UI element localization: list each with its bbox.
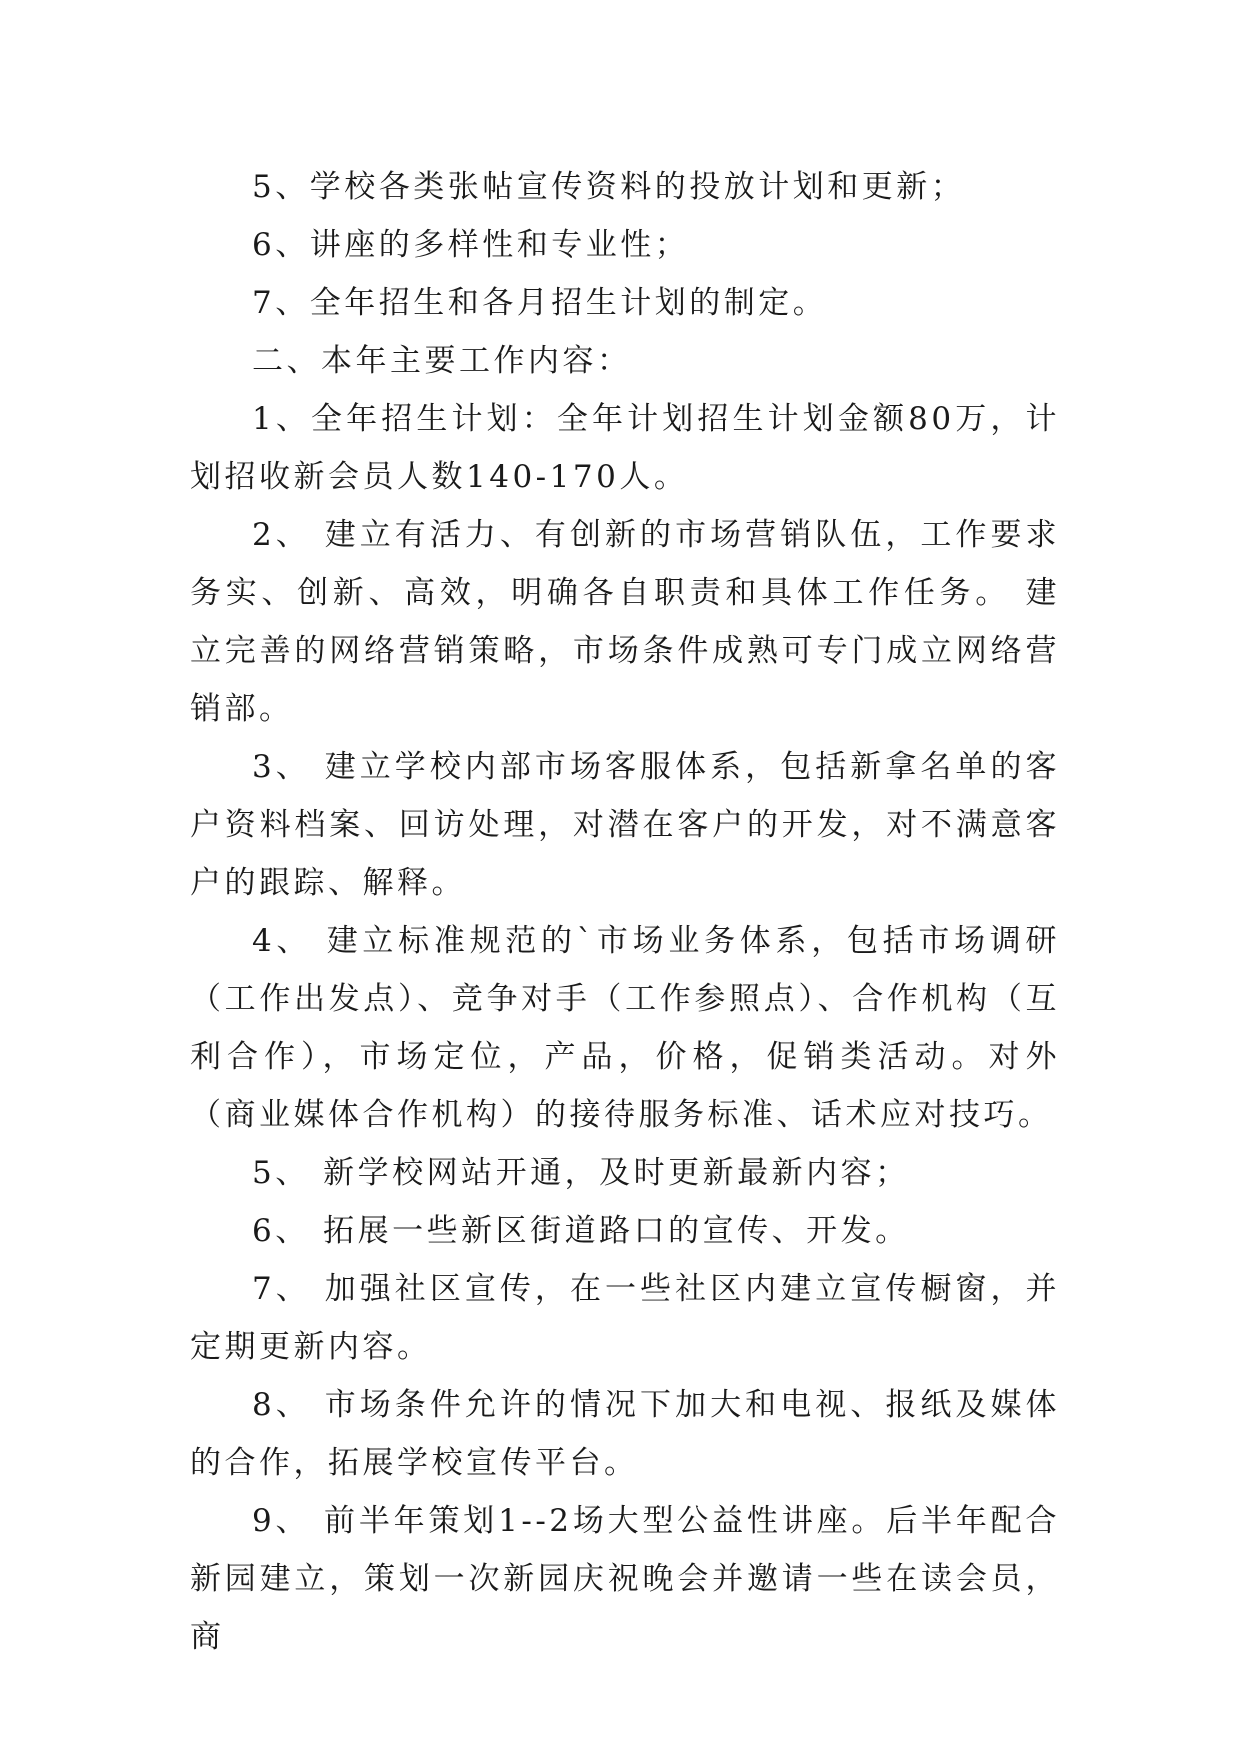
paragraph-5: 1、全年招生计划：全年计划招生计划金额80万，计划招收新会员人数140-170人。 [190, 401, 1060, 495]
paragraph-7: 3、 建立学校内部市场客服体系，包括新拿名单的客户资料档案、回访处理，对潜在客户的开发，对不满意客户的跟踪、解释。 [190, 749, 1060, 901]
paragraph-6: 2、 建立有活力、有创新的市场营销队伍，工作要求务实、创新、高效，明确各自职责和具体工作任务。 建立完善的网络营销策略，市场条件成熟可专门成立网络营销部。 [190, 517, 1060, 727]
paragraph-2: 6、讲座的多样性和专业性； [252, 227, 690, 263]
paragraph-10: 6、 拓展一些新区街道路口的宣传、开发。 [252, 1213, 910, 1249]
paragraph-3: 7、全年招生和各月招生计划的制定。 [252, 285, 828, 321]
paragraph-11: 7、 加强社区宣传，在一些社区内建立宣传橱窗，并定期更新内容。 [190, 1271, 1060, 1365]
paragraph-8: 4、 建立标准规范的`市场业务体系，包括市场调研（工作出发点）、竞争对手（工作参照点）、合作机构（互利合作），市场定位，产品，价格，促销类活动。对外（商业媒体合作机构）的接待服务标准、话术应对技巧。 [190, 923, 1060, 1133]
document-body [190, 158, 1060, 1666]
paragraph-12: 8、 市场条件允许的情况下加大和电视、报纸及媒体的合作，拓展学校宣传平台。 [190, 1387, 1060, 1481]
paragraph-1: 5、学校各类张帖宣传资料的投放计划和更新； [252, 169, 966, 205]
section-heading: 二、本年主要工作内容： [252, 343, 632, 379]
paragraph-9: 5、 新学校网站开通，及时更新最新内容； [252, 1155, 910, 1191]
paragraph-13: 9、 前半年策划1--2场大型公益性讲座。后半年配合新园建立，策划一次新园庆祝晚会并邀请一些在读会员，商 [190, 1503, 1060, 1655]
